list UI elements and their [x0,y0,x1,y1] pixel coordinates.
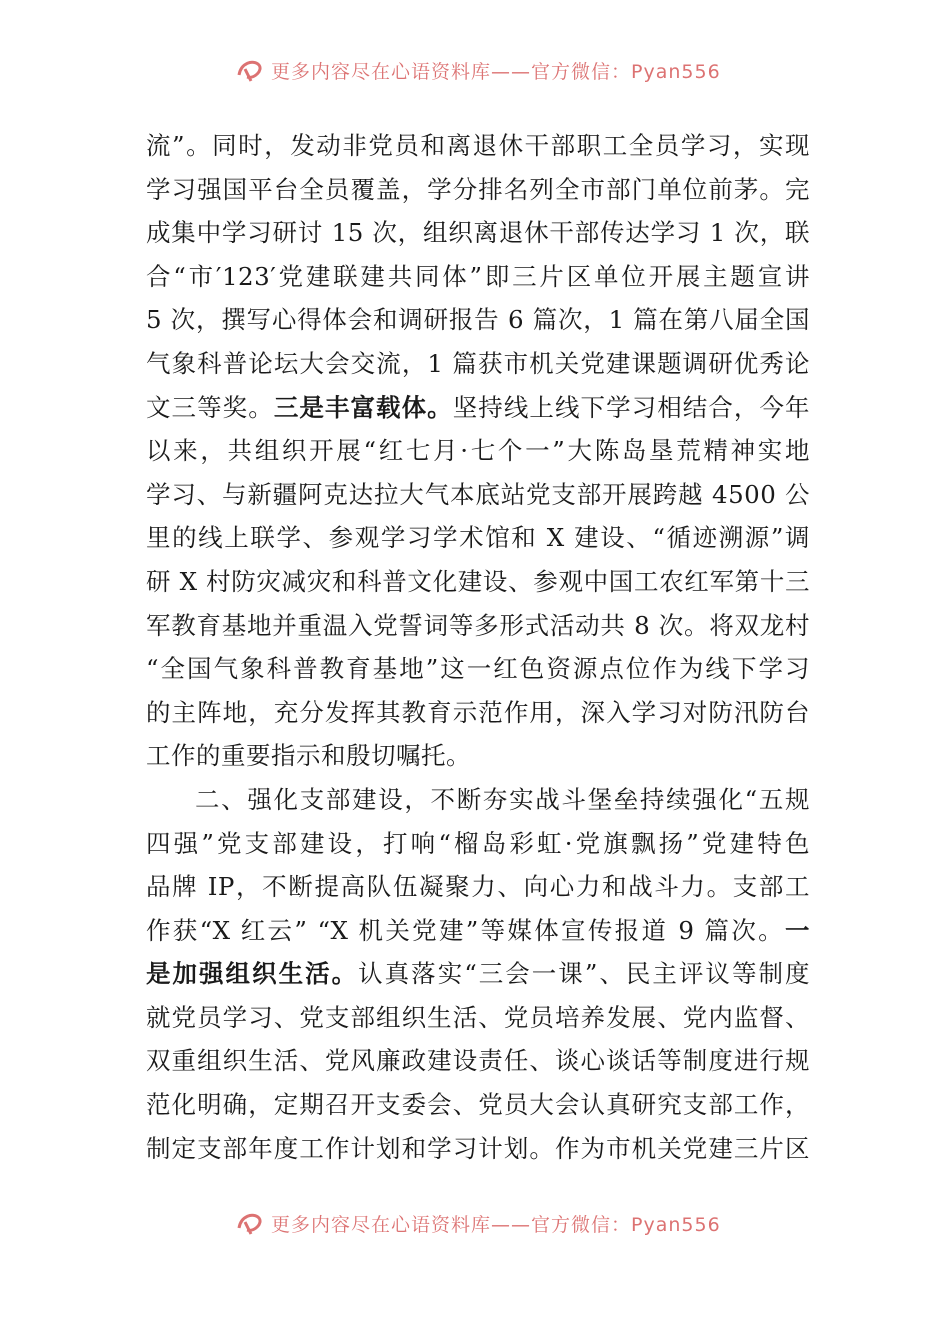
text-run: 5 次，撰写心得体会和调研报告 6 篇次，1 篇在第八届全国 [146,305,810,335]
text-line [146,952,810,996]
text-run: 文三等奖。 [146,392,274,422]
text-line [146,822,810,866]
text-run: 成集中学习研讨 15 次，组织离退休干部传达学习 1 次，联 [146,218,810,248]
text-run: 学习强国平台全员覆盖，学分排名列全市部门单位前茅。完 [146,174,810,204]
watermark-header [235,52,735,88]
text-run: 坚持线上线下学习相结合，今年 [452,392,811,422]
logo-icon [235,1208,265,1238]
text-line [146,560,810,604]
text-run: 里的线上联学、参观学习学术馆和 X 建设、“循迹溯源”调 [146,523,810,553]
text-line [146,691,810,735]
text-line [146,1083,810,1127]
text-run: 工作的重要指示和殷切嘱托。 [146,741,471,771]
text-line [146,909,810,953]
text-line [146,429,810,473]
text-run: 以来，共组织开展“红七月·七个一”大陈岛垦荒精神实地 [146,436,810,466]
text-run: 四强”党支部建设，打响“榴岛彩虹·党旗飘扬”党建特色 [146,828,810,858]
text-line [146,124,810,168]
text-run: 品牌 IP，不断提高队伍凝聚力、向心力和战斗力。支部工 [146,872,810,902]
text-run: 的主阵地，充分发挥其教育示范作用，深入学习对防汛防台 [146,697,810,727]
text-line [146,996,810,1040]
text-run: 作获“X 红云” “X 机关党建”等媒体宣传报道 9 篇次。 [146,915,785,945]
logo-icon [235,55,265,85]
text-run: 二、强化支部建设，不断夯实战斗堡垒持续强化“五规 [195,784,810,814]
text-line [146,386,810,430]
paragraph-2 [146,778,810,1170]
text-run: 制定支部年度工作计划和学习计划。作为市机关党建三片区 [146,1133,810,1163]
paragraph-1 [146,124,810,778]
text-line [146,647,810,691]
watermark-text: 更多内容尽在心语资料库——官方微信：Pyan556 [271,60,721,83]
text-run: 范化明确，定期召开支委会、党员大会认真研究支部工作， [146,1090,810,1120]
watermark-footer [235,1205,735,1241]
text-line [146,1127,810,1171]
text-line [146,298,810,342]
text-run: 流”。同时，发动非党员和离退休干部职工全员学习，实现 [146,131,810,160]
text-run: 认真落实“三会一课”、民主评议等制度 [358,959,810,989]
text-run: 就党员学习、党支部组织生活、党员培养发展、党内监督、 [146,1002,810,1032]
bold-heading: 一 [785,915,810,945]
document-body [146,124,810,1170]
text-run: 合“市′123′党建联建共同体”即三片区单位开展主题宣讲 [146,261,810,291]
bold-heading: 三是丰富载体。 [273,392,453,422]
text-line [146,516,810,560]
text-run: 军教育基地并重温入党誓词等多形式活动共 8 次。将双龙村 [146,610,810,640]
bold-heading: 是加强组织生活。 [146,959,359,989]
text-run: “全国气象科普教育基地”这一红色资源点位作为线下学习 [146,654,810,684]
text-run: 研 X 村防灾减灾和科普文化建设、参观中国工农红军第十三 [146,566,810,596]
text-run: 学习、与新疆阿克达拉大气本底站党支部开展跨越 4500 公 [146,479,810,509]
text-line [146,778,810,822]
text-line [146,255,810,299]
watermark-text: 更多内容尽在心语资料库——官方微信：Pyan556 [271,1213,721,1236]
text-line [146,168,810,212]
text-line [146,865,810,909]
text-line [146,604,810,648]
text-line [146,473,810,517]
text-line [146,734,810,778]
text-run: 气象科普论坛大会交流，1 篇获市机关党建课题调研优秀论 [146,348,810,378]
text-line [146,1039,810,1083]
text-line [146,342,810,386]
text-run: 双重组织生活、党风廉政建设责任、谈心谈话等制度进行规 [146,1046,810,1076]
text-line [146,211,810,255]
